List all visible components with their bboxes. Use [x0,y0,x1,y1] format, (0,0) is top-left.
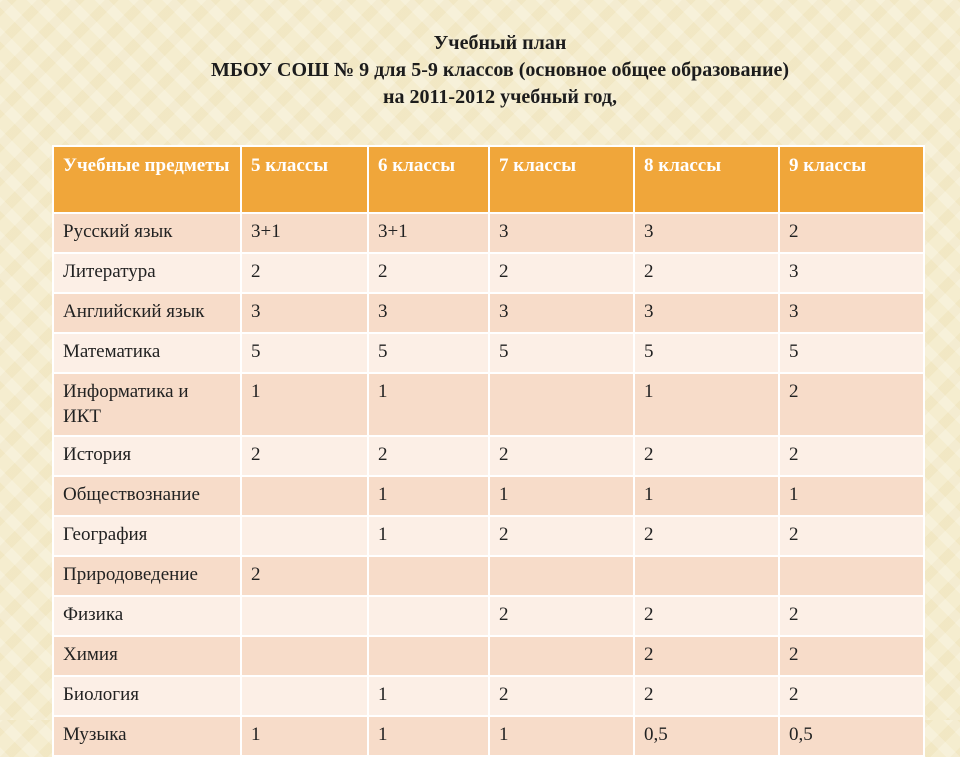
hours-cell: 1 [779,476,924,516]
hours-cell: 1 [634,476,779,516]
header-grade-7: 7 классы [489,146,634,213]
subject-cell: Русский язык [53,213,241,253]
hours-cell: 1 [368,476,489,516]
hours-cell [368,636,489,676]
hours-cell: 5 [779,333,924,373]
curriculum-table [52,145,925,757]
table-row [53,636,924,676]
header-grade-6: 6 классы [368,146,489,213]
hours-cell [241,596,368,636]
hours-cell: 2 [489,596,634,636]
hours-cell: 2 [779,436,924,476]
hours-cell: 2 [634,596,779,636]
subject-cell: Музыка [53,716,241,756]
hours-cell [634,556,779,596]
hours-cell: 5 [241,333,368,373]
hours-cell: 2 [634,253,779,293]
subject-cell: История [53,436,241,476]
hours-cell: 3 [241,293,368,333]
hours-cell: 2 [489,253,634,293]
header-subjects: Учебные предметы [53,146,241,213]
subject-cell: Математика [53,333,241,373]
title-line-2: МБОУ СОШ № 9 для 5-9 классов (основное общее образование) [210,59,790,81]
header-grade-5: 5 классы [241,146,368,213]
hours-cell: 2 [779,516,924,556]
table-row [53,373,924,436]
hours-cell [368,556,489,596]
table-header-row [53,146,924,213]
hours-cell: 2 [489,516,634,556]
table-row [53,516,924,556]
slide-title [0,30,960,111]
hours-cell: 5 [368,333,489,373]
hours-cell: 1 [368,676,489,716]
hours-cell: 3 [368,293,489,333]
subject-cell: География [53,516,241,556]
hours-cell: 2 [779,213,924,253]
hours-cell: 3 [779,293,924,333]
table-row [53,716,924,756]
hours-cell: 2 [368,253,489,293]
table-row [53,556,924,596]
hours-cell: 2 [241,253,368,293]
hours-cell: 3+1 [241,213,368,253]
title-line-3: на 2011-2012 учебный год, [382,86,618,108]
table-row [53,596,924,636]
hours-cell: 1 [368,373,489,436]
hours-cell: 1 [634,373,779,436]
subject-cell: Информатика и ИКТ [53,373,241,436]
title-line-1: Учебный план [433,32,567,54]
hours-cell: 2 [779,636,924,676]
hours-cell: 3 [634,293,779,333]
hours-cell [489,556,634,596]
table-row [53,293,924,333]
hours-cell: 3 [489,293,634,333]
hours-cell [241,476,368,516]
hours-cell: 2 [489,676,634,716]
subject-cell: Биология [53,676,241,716]
subject-cell: Литература [53,253,241,293]
hours-cell: 1 [241,716,368,756]
header-grade-9: 9 классы [779,146,924,213]
hours-cell: 0,5 [634,716,779,756]
hours-cell: 5 [489,333,634,373]
hours-cell: 3 [489,213,634,253]
subject-cell: Природоведение [53,556,241,596]
table-row [53,253,924,293]
hours-cell: 2 [241,436,368,476]
hours-cell: 0,5 [779,716,924,756]
hours-cell [489,373,634,436]
table-row [53,436,924,476]
hours-cell: 5 [634,333,779,373]
subject-cell: Химия [53,636,241,676]
hours-cell [241,636,368,676]
subject-cell: Обществознание [53,476,241,516]
hours-cell: 1 [241,373,368,436]
subject-cell: Английский язык [53,293,241,333]
hours-cell: 1 [489,716,634,756]
hours-cell: 3 [779,253,924,293]
hours-cell: 2 [241,556,368,596]
hours-cell [241,676,368,716]
hours-cell [241,516,368,556]
header-grade-8: 8 классы [634,146,779,213]
hours-cell: 1 [368,716,489,756]
table-row [53,333,924,373]
hours-cell: 3 [634,213,779,253]
hours-cell [489,636,634,676]
hours-cell: 1 [368,516,489,556]
table-row [53,676,924,716]
hours-cell [368,596,489,636]
hours-cell: 3+1 [368,213,489,253]
hours-cell: 1 [489,476,634,516]
hours-cell: 2 [634,436,779,476]
table-row [53,213,924,253]
hours-cell: 2 [368,436,489,476]
subject-cell: Физика [53,596,241,636]
hours-cell: 2 [634,676,779,716]
hours-cell: 2 [634,516,779,556]
hours-cell: 2 [634,636,779,676]
hours-cell: 2 [779,596,924,636]
hours-cell [779,556,924,596]
table-row [53,476,924,516]
hours-cell: 2 [779,373,924,436]
hours-cell: 2 [779,676,924,716]
hours-cell: 2 [489,436,634,476]
